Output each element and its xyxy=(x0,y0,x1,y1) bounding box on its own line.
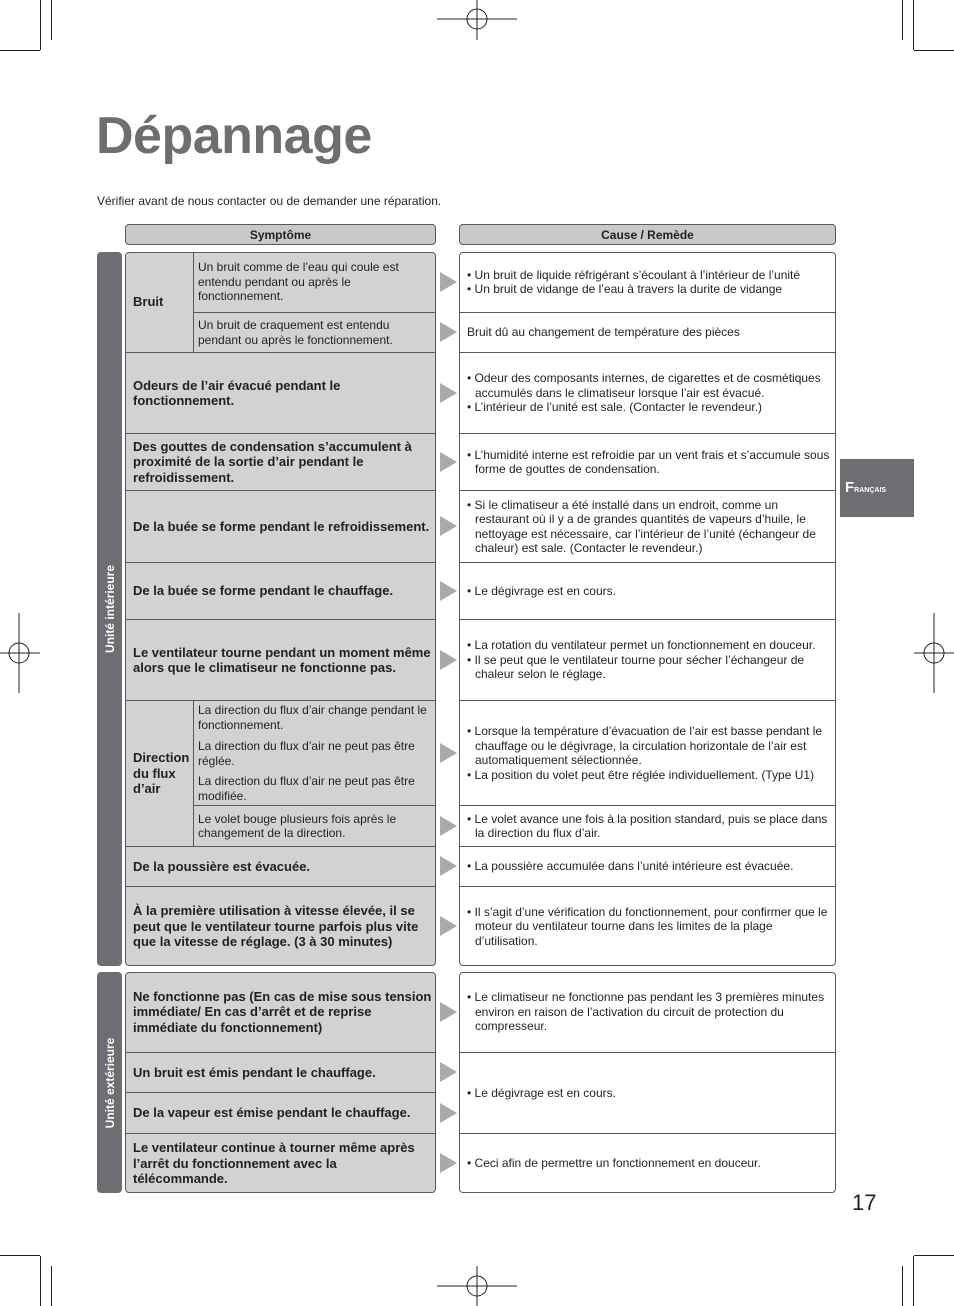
cause-gouttes xyxy=(459,434,836,490)
crop-mark xyxy=(914,50,954,51)
symptom-buee-refroidissement: De la buée se forme pendant le refroidissement. xyxy=(133,518,430,534)
cause-direction xyxy=(459,701,836,805)
arrow-right-icon xyxy=(440,272,457,292)
cause-volet xyxy=(459,806,836,846)
cause-item: • Il se peut que le ventilateur tourne pour sécher l’échangeur de chaleur selon le réglage. xyxy=(467,652,805,682)
cause-item: • La position du volet peut être réglée individuellement. (Type U1) xyxy=(467,767,815,782)
cause-item: • L’humidité interne est refroidie par un vent frais et s’accumule sous forme de gouttes de condensation. xyxy=(467,447,830,476)
cause-poussiere xyxy=(459,847,836,886)
sub-symptom-crack-noise: Un bruit de craquement est entendu pendant ou après le fonctionnement. xyxy=(198,318,393,347)
cause-ventilateur xyxy=(459,620,836,700)
symptom-poussiere: De la poussière est évacuée. xyxy=(133,858,311,874)
cause-item: • Le dégivrage est en cours. xyxy=(467,1085,616,1100)
registration-mark-right xyxy=(914,613,954,693)
sub-symptom-direction-not-modified: La direction du flux d’air ne peut pas être modifiée. xyxy=(198,774,415,803)
crop-mark xyxy=(902,0,903,40)
arrow-right-icon xyxy=(440,1153,457,1173)
crop-mark xyxy=(40,0,41,50)
arrow-right-icon xyxy=(440,1103,457,1123)
cause-bruit-water xyxy=(459,252,836,312)
cause-ventilateur-continue xyxy=(459,1134,836,1193)
crop-mark xyxy=(914,1255,954,1256)
cause-buee-chauffage xyxy=(459,563,836,619)
arrow-right-icon xyxy=(440,856,457,876)
cause-item: • Si le climatiseur a été installé dans un endroit, comme un restaurant où il y a de grandes quantités de vapeurs d’huile, le nettoyage est nécessaire, car l’intérieur de l’unité (échangeur de chaleur) est sale. (Contacter le revendeur.) xyxy=(467,497,816,555)
cause-item: • Lorsque la température d’évacuation de l’air est basse pendant le chauffage ou le dégivrage, la circulation horizontale de l’air est automatiquement sélectionnée. xyxy=(467,724,823,767)
symptom-direction: Direction du flux d’air xyxy=(133,750,190,797)
crop-mark xyxy=(0,50,40,51)
cause-item: • Un bruit de vidange de l’eau à travers la durite de vidange xyxy=(467,282,783,296)
symptom-bruit-chauffage: Un bruit est émis pendant le chauffage. xyxy=(133,1064,376,1080)
symptom-bruit: Bruit xyxy=(133,294,164,310)
cause-item: • La poussière accumulée dans l’unité intérieure est évacuée. xyxy=(467,859,794,874)
arrow-right-icon xyxy=(440,916,457,936)
arrow-right-icon xyxy=(440,452,457,472)
cause-degivrage xyxy=(459,1053,836,1133)
language-tab xyxy=(840,459,914,517)
crop-mark xyxy=(0,1255,40,1256)
symptom-odeurs: Odeurs de l’air évacué pendant le fonctionnement. xyxy=(133,377,341,408)
symptom-ventilateur-continue: Le ventilateur continue à tourner même après l’arrêt du fonctionnement avec la télécommande. xyxy=(133,1140,415,1187)
arrow-right-icon xyxy=(440,322,457,342)
arrow-right-icon xyxy=(440,1002,457,1022)
cause-item: • Le climatiseur ne fonctionne pas pendant les 3 premières minutes environ en raison de l’activation du circuit de protection du compresseur. xyxy=(467,990,825,1034)
cause-item: • Odeur des composants internes, de cigarettes et de cosmétiques accumulés dans le climatiseur lorsque l’air est évacué. xyxy=(467,371,821,400)
cause-item: • Ceci afin de permettre un fonctionnement en douceur. xyxy=(467,1156,761,1171)
arrow-right-icon xyxy=(440,516,457,536)
crop-mark xyxy=(51,1266,52,1306)
cause-item: • Un bruit de liquide réfrigérant s’écoulant à l’intérieur de l’unité xyxy=(467,267,801,282)
language-tab-rest: RANÇAIS xyxy=(854,487,887,494)
sub-symptom-direction-change: La direction du flux d’air change pendant le fonctionnement. xyxy=(198,703,427,732)
registration-mark-bottom xyxy=(437,1266,517,1306)
cause-odeurs xyxy=(459,353,836,433)
arrow-right-icon xyxy=(440,743,457,763)
crop-mark xyxy=(902,1266,903,1306)
arrow-right-icon xyxy=(440,581,457,601)
sub-symptom-water-noise: Un bruit comme de l’eau qui coule est entendu pendant ou après le fonctionnement. xyxy=(198,260,399,304)
cause-ne-fonctionne-pas xyxy=(459,972,836,1052)
language-tab-initial: F xyxy=(845,479,855,496)
arrow-right-icon xyxy=(440,816,457,836)
symptom-ne-fonctionne-pas: Ne fonctionne pas (En cas de mise sous tension immédiate/ En cas d’arrêt et de reprise immédiate du fonctionnement) xyxy=(133,988,432,1035)
sub-symptom-direction-not-set: La direction du flux d’air ne peut pas être réglée. xyxy=(198,739,415,768)
registration-mark-top xyxy=(437,0,517,40)
cause-item: • Le dégivrage est en cours. xyxy=(467,583,616,598)
intro-text: Vérifier avant de nous contacter ou de demander une réparation. xyxy=(97,194,442,208)
symptom-gouttes: Des gouttes de condensation s’accumulent à proximité de la sortie d’air pendant le refroidissement. xyxy=(133,438,412,485)
sub-symptom-volet: Le volet bouge plusieurs fois après le changement de la direction. xyxy=(198,811,397,840)
section-tab-indoor: Unité intérieure xyxy=(97,252,122,966)
cause-item: • Il s’agit d’une vérification du fonctionnement, pour confirmer que le moteur du ventilateur tourne dans les limites de la plage d’utilisation. xyxy=(467,904,828,948)
page-number: 17 xyxy=(852,1190,877,1215)
cause-header: Cause / Remède xyxy=(459,224,836,245)
cause-bruit-crack: Bruit dû au changement de température des pièces xyxy=(467,325,740,340)
symptom-buee-chauffage: De la buée se forme pendant le chauffage. xyxy=(133,583,394,599)
crop-mark xyxy=(51,0,52,40)
cause-item: • Le volet avance une fois à la position standard, puis se place dans la direction du flux d’air. xyxy=(467,811,828,840)
crop-mark xyxy=(913,0,914,50)
arrow-right-icon xyxy=(440,1062,457,1082)
page-title: Dépannage xyxy=(96,107,372,165)
arrow-right-icon xyxy=(440,383,457,403)
crop-mark xyxy=(40,1256,41,1306)
crop-mark xyxy=(913,1256,914,1306)
arrow-right-icon xyxy=(440,650,457,670)
cause-item: • La rotation du ventilateur permet un fonctionnement en douceur. xyxy=(467,638,816,653)
registration-mark-left xyxy=(0,613,40,693)
symptom-vapeur: De la vapeur est émise pendant le chauffage. xyxy=(133,1105,411,1121)
symptom-header: Symptôme xyxy=(125,224,436,245)
cause-item: • L’intérieur de l’unité est sale. (Contacter le revendeur.) xyxy=(467,400,763,415)
cause-buee-refroidissement xyxy=(459,491,836,562)
symptom-ventilateur: Le ventilateur tourne pendant un moment même alors que le climatiseur ne fonctionne pas. xyxy=(133,644,431,675)
section-tab-outdoor: Unité extérieure xyxy=(97,972,122,1193)
symptom-premiere-utilisation: À la première utilisation à vitesse élevée, il se peut que le ventilateur tourne parfois plus vite que la vitesse de réglage. (3 à 30 minutes) xyxy=(133,903,419,950)
cause-premiere-utilisation xyxy=(459,887,836,966)
